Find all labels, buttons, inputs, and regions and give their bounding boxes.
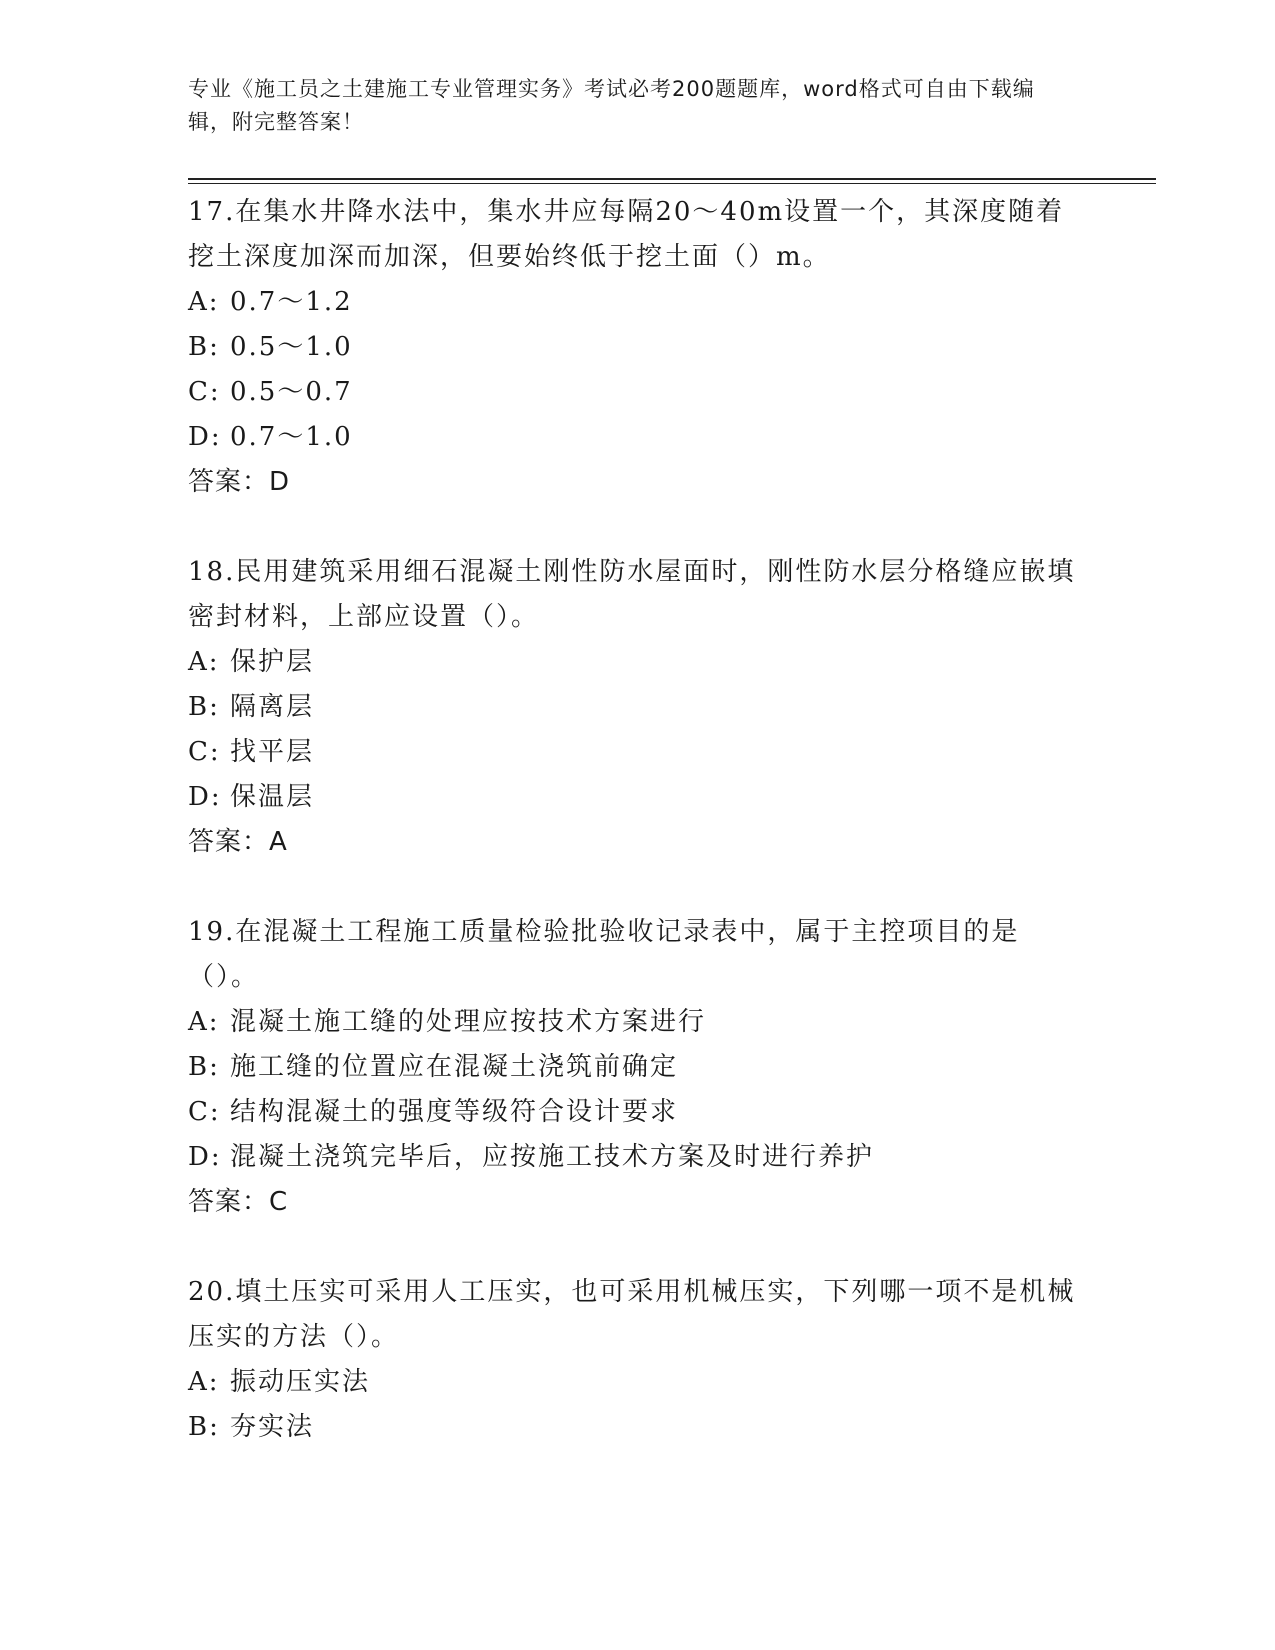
option-c: [188, 730, 1088, 775]
option-text: 找平层: [230, 737, 315, 767]
option-text: 夯实法: [230, 1412, 315, 1442]
option-text: 隔离层: [230, 692, 315, 722]
option-text: 保温层: [230, 782, 315, 812]
option-letter: B:: [188, 1052, 220, 1082]
option-c: [188, 1090, 1088, 1135]
document-header: [188, 73, 1078, 139]
option-text: 0.5～1.0: [230, 332, 353, 362]
option-d: [188, 775, 1088, 820]
question-stem: 19.在混凝土工程施工质量检验批验收记录表中，属于主控项目的是（）。: [188, 917, 1020, 992]
option-letter: B:: [188, 1412, 220, 1442]
option-letter: B:: [188, 692, 220, 722]
question-spacer: [188, 865, 1088, 910]
option-letter: A:: [188, 287, 220, 317]
question-stem: 17.在集水井降水法中，集水井应每隔20～40m设置一个，其深度随着挖土深度加深而加深，但要始终低于挖土面（）m。: [188, 197, 1065, 272]
option-a: [188, 1360, 1088, 1405]
option-text: 振动压实法: [230, 1367, 371, 1397]
option-b: [188, 1045, 1088, 1090]
option-b: [188, 325, 1088, 370]
option-a: [188, 1000, 1088, 1045]
answer-line: 答案：C: [188, 1187, 289, 1217]
option-text: 混凝土浇筑完毕后，应按施工技术方案及时进行养护: [230, 1142, 875, 1172]
option-a: [188, 280, 1088, 325]
option-b: [188, 685, 1088, 730]
option-c: [188, 370, 1088, 415]
header-divider-thick: [188, 178, 1156, 180]
header-text: 专业《施工员之土建施工专业管理实务》考试必考200题题库，word格式可自由下载编辑，附完整答案！: [188, 77, 1035, 134]
question-stem: 20.填土压实可采用人工压实，也可采用机械压实，下列哪一项不是机械压实的方法（）。: [188, 1277, 1076, 1352]
question-17: [188, 190, 1088, 505]
option-letter: C:: [188, 737, 221, 767]
option-d: [188, 415, 1088, 460]
option-text: 0.7～1.0: [230, 422, 353, 452]
question-spacer: [188, 505, 1088, 550]
question-spacer: [188, 1225, 1088, 1270]
header-divider-thin: [188, 183, 1156, 184]
option-letter: A:: [188, 647, 220, 677]
question-stem: 18.民用建筑采用细石混凝土刚性防水屋面时，刚性防水层分格缝应嵌填密封材料，上部应设置（）。: [188, 557, 1076, 632]
option-letter: C:: [188, 377, 221, 407]
question-19: [188, 910, 1088, 1225]
option-letter: D:: [188, 1142, 222, 1172]
option-text: 0.7～1.2: [230, 287, 353, 317]
option-text: 0.5～0.7: [230, 377, 353, 407]
option-letter: B:: [188, 332, 220, 362]
option-b: [188, 1405, 1088, 1450]
option-letter: C:: [188, 1097, 221, 1127]
option-text: 施工缝的位置应在混凝土浇筑前确定: [230, 1052, 679, 1082]
question-18: [188, 550, 1088, 865]
question-20: [188, 1270, 1088, 1450]
answer-line: 答案：D: [188, 467, 291, 497]
option-text: 保护层: [230, 647, 315, 677]
option-text: 结构混凝土的强度等级符合设计要求: [230, 1097, 679, 1127]
question-list: [188, 190, 1088, 1450]
option-letter: D:: [188, 422, 222, 452]
option-a: [188, 640, 1088, 685]
option-letter: A:: [188, 1367, 220, 1397]
option-text: 混凝土施工缝的处理应按技术方案进行: [230, 1007, 707, 1037]
answer-line: 答案：A: [188, 827, 288, 857]
option-letter: A:: [188, 1007, 220, 1037]
option-d: [188, 1135, 1088, 1180]
option-letter: D:: [188, 782, 222, 812]
